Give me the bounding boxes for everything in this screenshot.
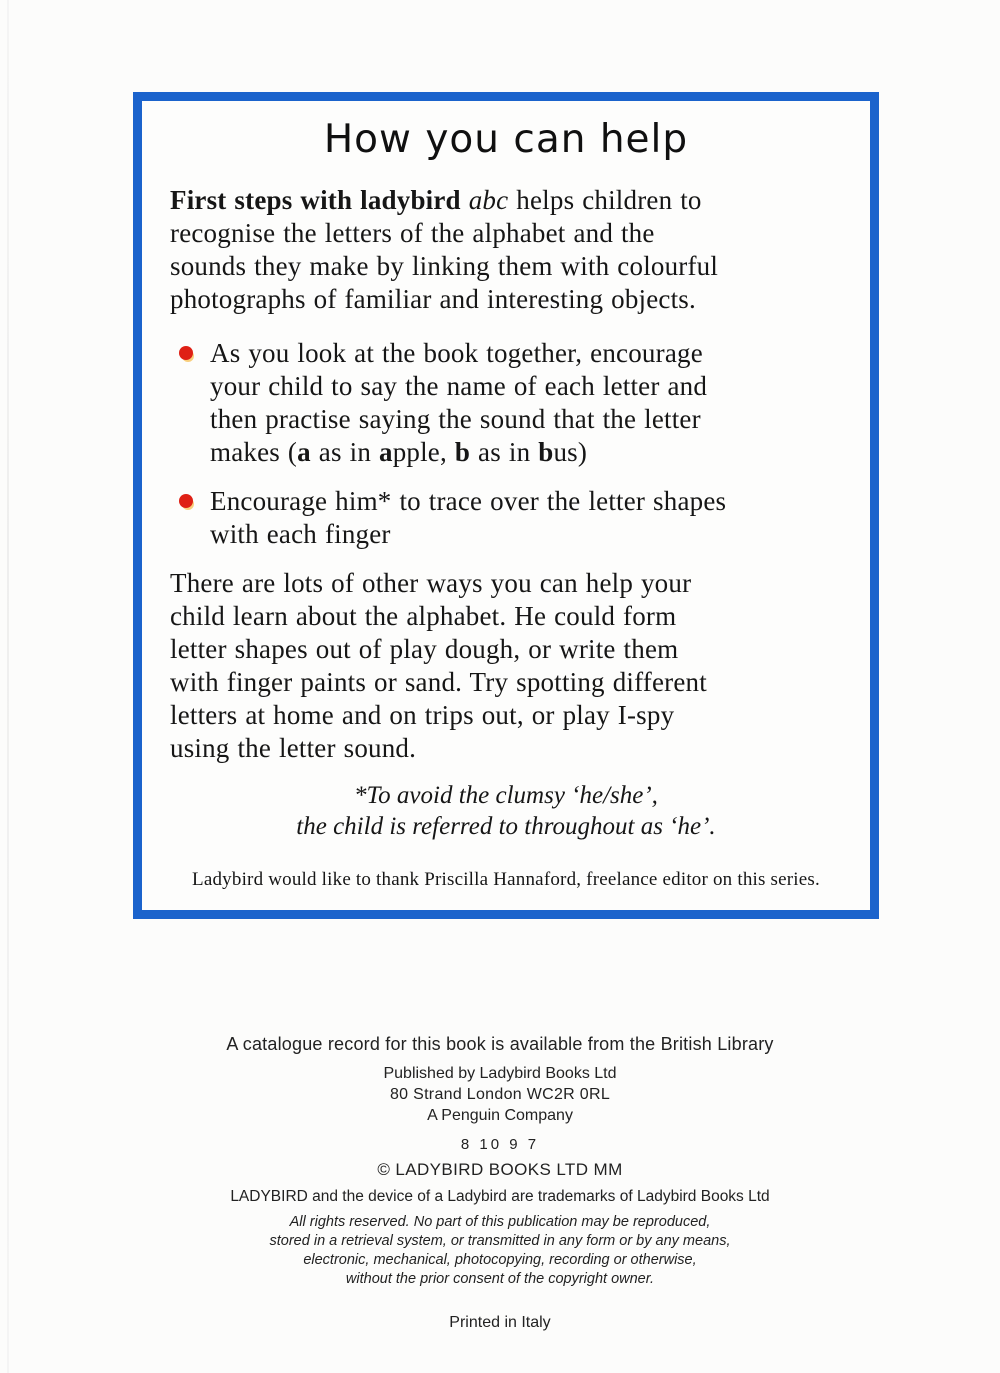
catalogue-note: A catalogue record for this book is available from the British Library [226, 1034, 774, 1054]
company-line: A Penguin Company [427, 1107, 573, 1124]
imprint [0, 1034, 1000, 1332]
thanks-note: Ladybird would like to thank Priscilla Hannaford, freelance editor on this series. [192, 869, 820, 890]
publisher-line: Published by Ladybird Books Ltd [383, 1065, 617, 1082]
help-box-title: How you can help [323, 117, 689, 162]
bullet-item [170, 485, 842, 551]
bullet-icon [179, 494, 193, 508]
intro-paragraph: First steps with ladybird abc helps children to recognise the letters of the alphabet and the sounds they make by linking them with colourful photographs of familiar and interesting objects. [170, 185, 719, 314]
bullet-icon [179, 346, 193, 360]
bullet-text: Encourage him* to trace over the letter shapes with each finger [210, 486, 727, 549]
bullet-list [170, 337, 842, 551]
bullet-item [170, 337, 842, 469]
body-paragraph: There are lots of other ways you can help your child learn about the alphabet. He could form letter shapes out of play dough, or write them with finger paints or sand. Try spotting different letters at home and on trips out, or play I-spy using the letter sound. [170, 568, 707, 763]
printed-in-line: Printed in Italy [449, 1314, 551, 1331]
address-line: 80 Strand London WC2R 0RL [389, 1086, 611, 1103]
trademark-line: LADYBIRD and the device of a Ladybird are trademarks of Ladybird Books Ltd [230, 1188, 770, 1205]
copyright-line: © LADYBIRD BOOKS LTD MM [377, 1160, 623, 1179]
bullet-text: As you look at the book together, encourage your child to say the name of each letter and then practise saying the sound that the letter makes (a as in apple, b as in bus) [210, 338, 708, 467]
edition-numbers: 8 10 9 7 [460, 1136, 540, 1153]
footnote: *To avoid the clumsy ‘he/she’, the child is referred to throughout as ‘he’. [296, 782, 716, 840]
help-box [133, 92, 879, 919]
rights-notice: All rights reserved. No part of this publication may be reproduced, stored in a retrieval system, or transmitted in any form or by any means, electronic, mechanical, photocopying, recording or otherwise, without the prior consent of the copyright owner. [269, 1214, 731, 1287]
